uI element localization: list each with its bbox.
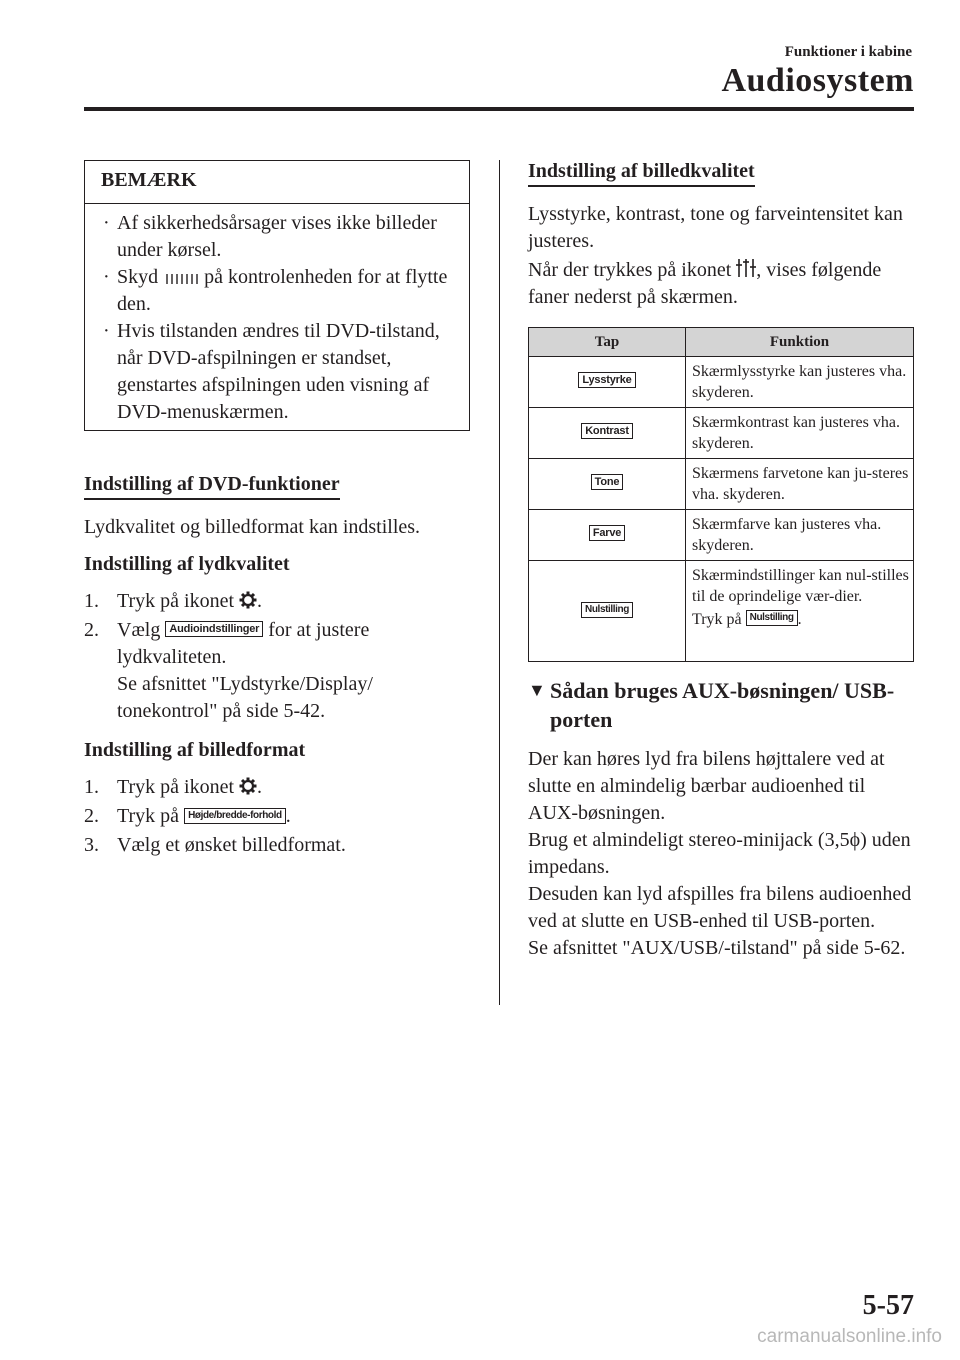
triangle-down-icon: ▼ bbox=[528, 680, 546, 700]
table-header-row bbox=[529, 328, 914, 357]
cell-text: Tryk på bbox=[692, 611, 742, 628]
step-reference: Se afsnittet "Lydstyrke/Display/ tonekontrol" på side 5-42. bbox=[117, 673, 373, 722]
cell-text: . bbox=[797, 611, 802, 628]
aux-text: Se afsnittet "AUX/USB/-tilstand" på side 5-62. bbox=[528, 937, 906, 959]
cell-text bbox=[692, 609, 909, 630]
subsection-heading bbox=[528, 676, 914, 734]
bullet-icon: · bbox=[103, 320, 110, 342]
note-text: Hvis tilstanden ændres til DVD-tilstand, når DVD-afspilningen er standset, genstartes afspilningen uden visning af DVD-menuskærmen. bbox=[117, 320, 440, 423]
intro-text: Når der trykkes på ikonet bbox=[528, 259, 732, 281]
table-cell bbox=[686, 561, 914, 662]
step-text: . bbox=[285, 805, 291, 827]
table-row bbox=[529, 357, 914, 408]
step-text: Tryk på bbox=[117, 805, 180, 827]
reset-button[interactable]: Nulstilling bbox=[746, 610, 798, 626]
table-cell bbox=[529, 408, 686, 459]
note-item bbox=[99, 210, 459, 264]
gear-icon bbox=[239, 591, 257, 609]
step-item bbox=[84, 588, 470, 615]
intro-paragraph: Lydkvalitet og billedformat kan indstilles. bbox=[84, 516, 421, 538]
step-text: . bbox=[257, 590, 263, 612]
reset-tab-button[interactable]: Nulstilling bbox=[581, 602, 633, 618]
tone-tab-button[interactable]: Tone bbox=[591, 474, 624, 490]
brightness-tab-button[interactable]: Lysstyrke bbox=[578, 372, 635, 388]
header-rule bbox=[84, 107, 914, 111]
cell-text: Skærmindstillinger kan nul-stilles til de oprindelige vær-dier. bbox=[692, 567, 909, 605]
note-box bbox=[84, 160, 470, 431]
step-item bbox=[84, 774, 470, 801]
table-cell bbox=[529, 561, 686, 662]
table-cell bbox=[529, 459, 686, 510]
aux-text: Der kan høres lyd fra bilens højttalere ved at slutte en almindelig bærbar audioenhed til AUX-bøsningen. bbox=[528, 748, 885, 824]
subheading: Indstilling af lydkvalitet bbox=[84, 553, 290, 575]
step-item bbox=[84, 803, 470, 830]
phi-symbol: ϕ bbox=[849, 829, 861, 851]
aux-text bbox=[528, 827, 914, 881]
right-column bbox=[528, 160, 914, 962]
note-list bbox=[85, 204, 469, 430]
left-column bbox=[84, 160, 470, 859]
table-cell: Skærmlysstyrke kan justeres vha. skyderen. bbox=[686, 357, 914, 408]
table-row bbox=[529, 510, 914, 561]
section-label: Funktioner i kabine bbox=[784, 44, 912, 60]
table-cell: Skærmens farvetone kan ju-steres vha. skyderen. bbox=[686, 459, 914, 510]
table-cell bbox=[529, 357, 686, 408]
table-row bbox=[529, 561, 914, 662]
table-row bbox=[529, 459, 914, 510]
note-item bbox=[99, 318, 459, 426]
table-row bbox=[529, 408, 914, 459]
note-title: BEMÆRK bbox=[85, 161, 469, 204]
step-number: 3. bbox=[84, 834, 99, 856]
subsection-heading-text: Sådan bruges AUX-bøsningen/ USB-porten bbox=[550, 678, 895, 732]
note-text: Af sikkerhedsårsager vises ikke billeder under kørsel. bbox=[117, 212, 437, 261]
intro-text: , vises følgende faner nederst på skærmen. bbox=[528, 259, 882, 308]
aux-text: Brug et almindeligt stereo-minijack (3,5 bbox=[528, 829, 850, 851]
intro-paragraph: Lysstyrke, kontrast, tone og farveintensitet kan justeres. bbox=[528, 203, 903, 252]
gear-icon bbox=[239, 777, 257, 795]
tab-table bbox=[528, 327, 914, 662]
table-cell bbox=[529, 510, 686, 561]
step-number: 1. bbox=[84, 776, 99, 798]
table-header: Funktion bbox=[686, 328, 914, 357]
step-item bbox=[84, 832, 470, 859]
step-text: Vælg bbox=[117, 619, 161, 641]
note-text: Skyd bbox=[117, 266, 159, 288]
table-cell: Skærmfarve kan justeres vha. skyderen. bbox=[686, 510, 914, 561]
bullet-icon: · bbox=[103, 266, 110, 288]
note-item bbox=[99, 264, 459, 318]
page-title: Audiosystem bbox=[721, 62, 914, 99]
page-number: 5-57 bbox=[862, 1290, 914, 1321]
step-number: 2. bbox=[84, 805, 99, 827]
table-cell: Skærmkontrast kan justeres vha. skyderen. bbox=[686, 408, 914, 459]
intro-paragraph bbox=[528, 257, 914, 311]
column-divider bbox=[499, 160, 500, 1005]
aux-text: ) uden impedans. bbox=[528, 829, 911, 878]
step-item bbox=[84, 617, 470, 725]
note-text: på kontrolenheden for at flytte den. bbox=[117, 266, 448, 315]
section-heading: Indstilling af billedkvalitet bbox=[528, 160, 755, 187]
watermark: carmanualsonline.info bbox=[757, 1326, 942, 1347]
aspect-ratio-button[interactable]: Højde/bredde-forhold bbox=[184, 808, 286, 824]
step-text: . bbox=[257, 776, 263, 798]
aux-text: Desuden kan lyd afspilles fra bilens audioenhed ved at slutte en USB-enhed til USB-porten. bbox=[528, 883, 912, 932]
color-tab-button[interactable]: Farve bbox=[589, 525, 625, 541]
step-number: 1. bbox=[84, 590, 99, 612]
section-heading: Indstilling af DVD-funktioner bbox=[84, 473, 340, 500]
subheading: Indstilling af billedformat bbox=[84, 739, 306, 761]
audio-settings-button[interactable]: Audioindstillinger bbox=[165, 621, 263, 637]
step-text: Vælg et ønsket billedformat. bbox=[117, 834, 346, 856]
table-header: Tap bbox=[529, 328, 686, 357]
slider-handle-icon bbox=[163, 273, 199, 285]
step-number: 2. bbox=[84, 619, 99, 641]
step-text: Tryk på ikonet bbox=[117, 590, 235, 612]
step-text: Tryk på ikonet bbox=[117, 776, 235, 798]
contrast-tab-button[interactable]: Kontrast bbox=[581, 423, 633, 439]
aux-paragraph bbox=[528, 746, 914, 962]
step-text: for at justere lydkvaliteten. bbox=[117, 619, 370, 668]
equalizer-icon bbox=[736, 258, 756, 278]
bullet-icon: · bbox=[103, 212, 110, 234]
